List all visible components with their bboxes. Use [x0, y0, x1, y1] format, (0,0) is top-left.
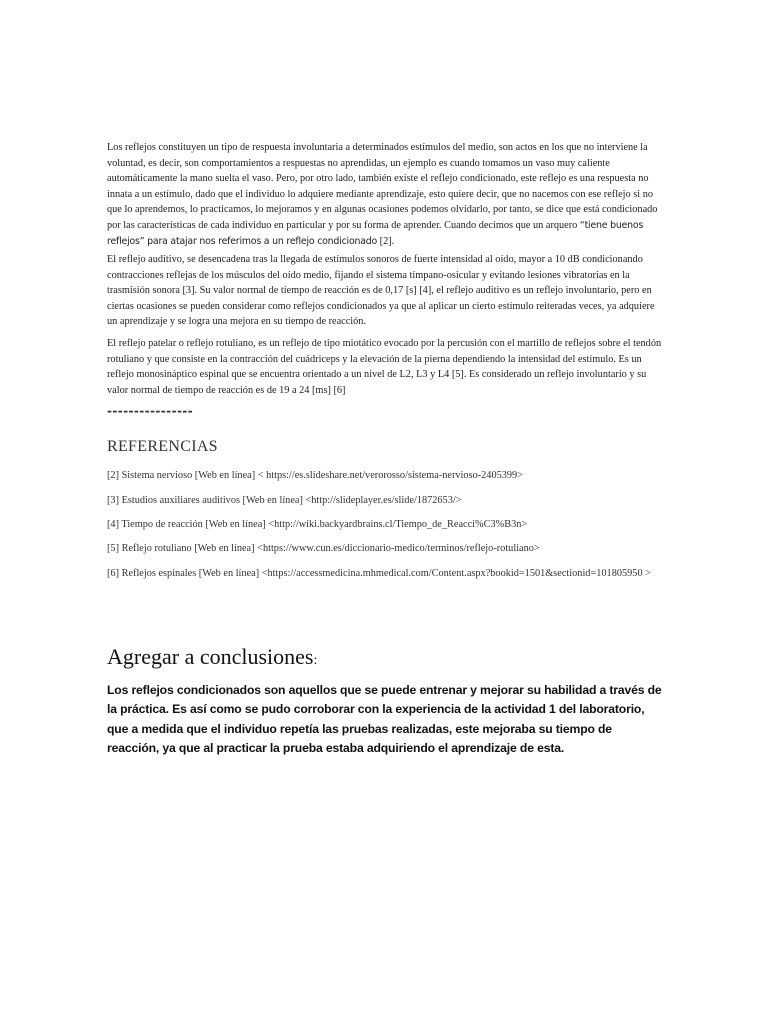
paragraph-text: Los reflejos constituyen un tipo de respuesta involuntaria a determinados estímulos del medio, son actos en los que no interviene la voluntad, es decir, son comportamientos a respuestas no aprendidas, un ejemplo es cuando tomamos un vaso muy caliente automáticamente la mano suelta el vaso. Pero, por otro lado, también existe el reflejo condicionado, este reflejo es una respuesta no innata a un estímulo, dado que el individuo lo adquiere mediante aprendizaje, esto quiere decir, que no nacemos con ese reflejo si no que lo aprendemos, lo practicamos, lo mejoramos y en algunas ocasiones podemos olvidarlo, por tanto, se dice que está condicionado por las características de cada individuo en particular y por su forma de aprender. Cuando decimos que un arquero [107, 142, 658, 231]
highlighted-quote: “tiene buenos reflejos” para atajar nos referimos a un reflejo condicionado [107, 219, 644, 247]
conclusions-heading-text: Agregar a conclusiones [107, 644, 314, 669]
conclusions-heading-colon: : [313, 653, 318, 668]
separator-line: ---------------- [107, 404, 194, 418]
paragraph-text: El reflejo patelar o reflejo rotuliano, es un reflejo de tipo miotático evocado por la percusión con el martillo de reflejos sobre el tendón rotuliano y que consiste en la contracción del cuádriceps y la elevación de la pierna dependiendo la intensidad del estímulo. Es un reflejo monosináptico espinal que se encuentra orientado a un nivel de L2, L3 y L4 [5]. Es considerado un reflejo involuntario y su valor normal de tiempo de reacción es de 19 a 24 [ms] [6] [107, 338, 662, 396]
reference-item: [5] Reflejo rotuliano [Web en línea] <https://www.cun.es/diccionario-medico/terminos/reflejo-rotuliano> [107, 543, 540, 554]
paragraph-reflejo-auditivo [107, 252, 662, 330]
paragraph-reflejos-intro [107, 140, 662, 249]
paragraph-reflejo-patelar [107, 336, 662, 398]
references-heading: REFERENCIAS [107, 438, 218, 455]
citation: [2]. [377, 235, 395, 247]
conclusions-heading [107, 644, 317, 670]
reference-item: [4] Tiempo de reacción [Web en línea] <http://wiki.backyardbrains.cl/Tiempo_de_Reacci%C3%B3n> [107, 519, 528, 530]
conclusions-paragraph: Los reflejos condicionados son aquellos que se puede entrenar y mejorar su habilidad a través de la práctica. Es así como se pudo corroborar con la experiencia de la actividad 1 del laboratorio, que a medida que el individuo repetía las pruebas realizadas, este mejoraba su tiempo de reacción, ya que al practicar la prueba estaba adquiriendo el aprendizaje de esta. [107, 683, 662, 756]
reference-item: [6] Reflejos espinales [Web en línea] <https://accessmedicina.mhmedical.com/Content.aspx?bookid=1501&sectionid=101805950 > [107, 568, 651, 579]
reference-item: [2] Sistema nervioso [Web en línea] < https://es.slideshare.net/verorosso/sistema-nervioso-2405399> [107, 470, 523, 481]
reference-item: [3] Estudios auxiliares auditivos [Web en línea] <http://slideplayer.es/slide/1872653/> [107, 495, 462, 506]
paragraph-text: El reflejo auditivo, se desencadena tras la llegada de estímulos sonoros de fuerte intensidad al oído, mayor a 10 dB condicionando contracciones reflejas de los músculos del oído medio, fijando el sistema tímpano-osicular y evitando lesiones vibratorias en la trasmisión sonora [3]. Su valor normal de tiempo de reacción es de 0,17 [s] [4], el reflejo auditivo es un reflejo involuntario, pero en ciertas ocasiones se pueden considerar como reflejos condicionados ya que al aplicar un cierto estímulo reiteradas veces, ya adquiere un aprendizaje y se logra una mejora en su tiempo de reacción. [107, 254, 655, 328]
